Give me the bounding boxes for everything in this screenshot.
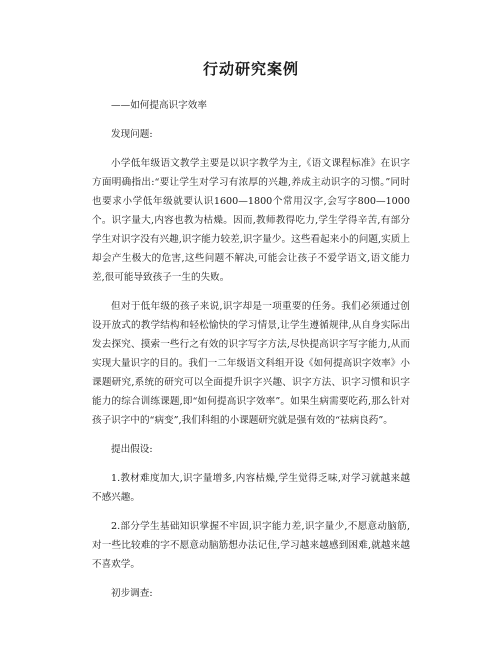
- document-title: 行动研究案例: [202, 60, 299, 78]
- hypothesis-item-2: 2.部分学生基础知识掌握不牢固,识字能力差,识字量少,不愿意动脑筋,对一些比较难的字不愿意动脑筋想办法记住,学习越来越感到困难,就越来越不喜欢学。: [92, 521, 410, 570]
- document-subtitle: ——如何提高识字效率: [111, 100, 207, 111]
- section-heading-survey: 初步调查:: [111, 588, 153, 599]
- paragraph-problem: 小学低年级语文教学主要是以识字教学为主,《语文课程标准》在识字方面明确指出:“要让学生对学习有浓厚的兴趣,养成主动识字的习惯。”同时也要求小学低年级就要认识1600—1800个常用汉字,会写字800—1000个。识字量大,内容也教为枯燥。因而,教师教得吃力,学生学得辛苦,有部分学生对识字没有兴趣,识字能力较差,识字量少。这些看起来小的问题,实质上却会产生极大的危害,这些问题不解决,可能会让孩子不爱学语文,语文能力差,很可能导致孩子一生的失败。: [92, 158, 410, 283]
- section-heading-problem: 发现问题:: [111, 129, 153, 140]
- section-heading-hypothesis: 提出假设:: [111, 444, 153, 455]
- paragraph-research: 但对于低年级的孩子来说,识字却是一项重要的任务。我们必须通过创设开放式的教学结构和轻松愉快的学习情景,让学生遵循规律,从自身实际出发去探究、摸索一些行之有效的识字写字方法,尽快提高识字写字能力,从而实现大量识字的目的。我们一二年级语文科组开设《如何提高识字效率》小课题研究,系统的研究可以全面提升识字兴趣、识字方法、识字习惯和识字能力的综合训练课题,即“如何提高识字效率”。如果生病需要吃药,那么针对孩子识字中的“病变”,我们科组的小课题研究就是强有效的“祛病良药”。: [92, 301, 410, 426]
- hypothesis-item-1: 1.教材难度加大,识字量增多,内容枯燥,学生觉得乏味,对学习就越来越不感兴趣。: [92, 473, 410, 503]
- document-body: [92, 96, 410, 613]
